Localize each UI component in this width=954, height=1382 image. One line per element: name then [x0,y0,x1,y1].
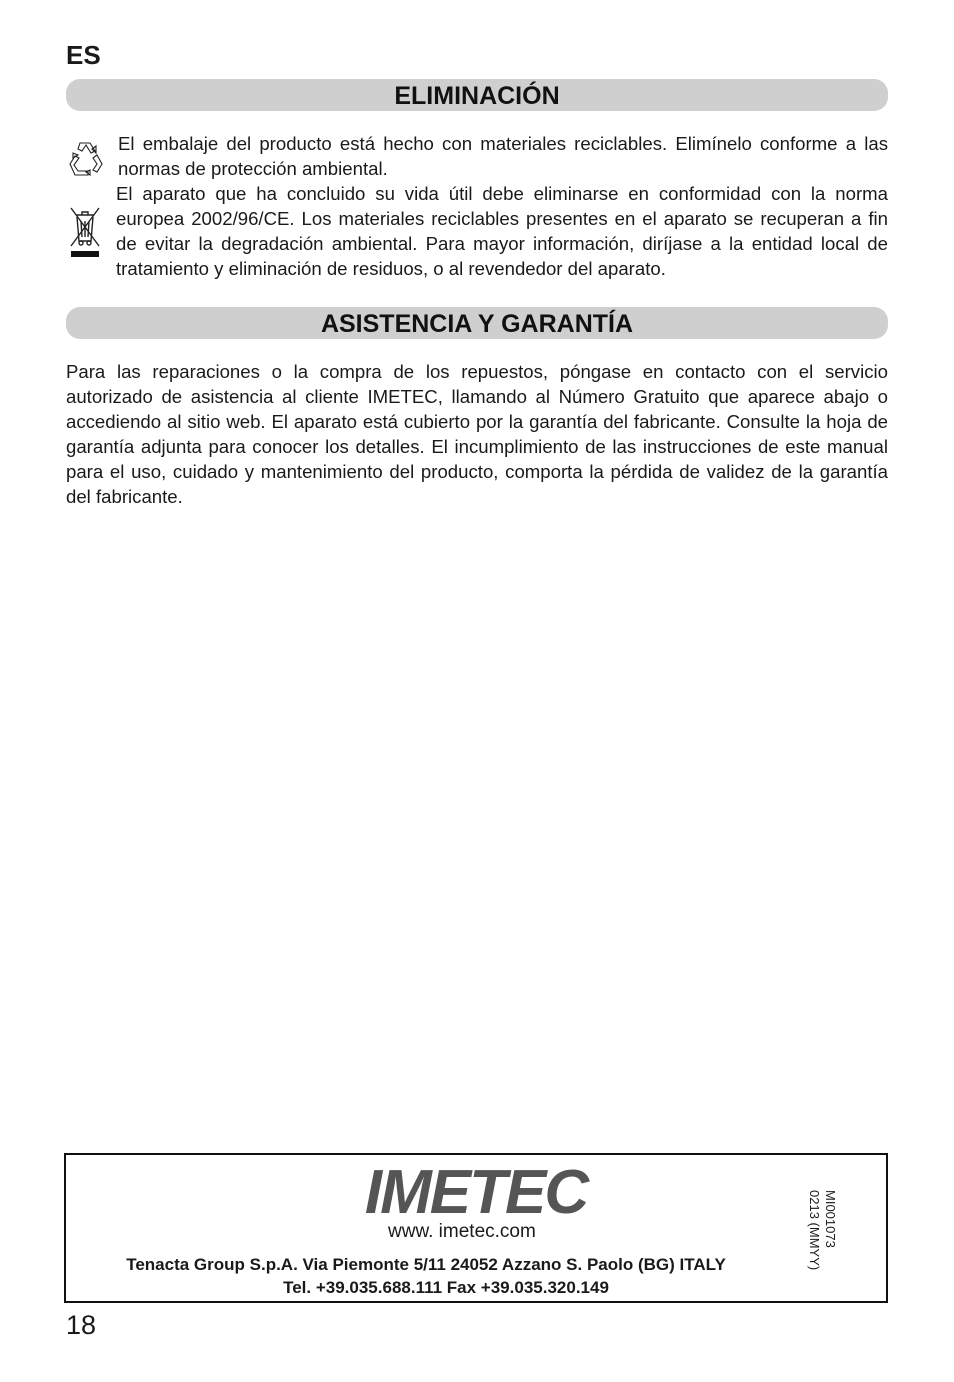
date-code: 0213 (MMYY) [807,1190,822,1271]
section-title-asistencia: ASISTENCIA Y GARANTÍA [66,307,888,339]
document-codes [806,1190,838,1290]
company-contact: Tel. +39.035.688.111 Fax +39.035.320.149 [283,1278,609,1297]
svg-text:IMETEC: IMETEC [364,1163,588,1225]
recycle-icon [64,137,106,179]
company-address: Tenacta Group S.p.A. Via Piemonte 5/11 24052 Azzano S. Paolo (BG) ITALY [126,1255,726,1274]
weee-paragraph: El aparato que ha concluido su vida útil debe eliminarse en conformidad con la norma europea 2002/96/CE. Los materiales reciclables presentes en el aparato se recuperan a fin de evitar la degradación ambiental. Para mayor información, diríjase a la entidad local de tratamiento y eliminación de residuos, o al revendedor del aparato. [116,183,888,279]
website-link[interactable]: www. imetec.com [388,1221,536,1242]
imetec-logo [356,1163,596,1225]
section-title-eliminacion: ELIMINACIÓN [66,79,888,111]
warranty-paragraph: Para las reparaciones o la compra de los repuestos, póngase en contacto con el servicio autorizado de asistencia al cliente IMETEC, llamando al Número Gratuito que aparece abajo o accediendo al sitio web. El aparato está cubierto por la garantía del fabricante. Consulte la hoja de garantía adjunta para conocer los detalles. El incumplimiento de las instrucciones de este manual para el uso, cuidado y mantenimiento del producto, comporta la pérdida de validez de la garantía del fabricante. [66,361,888,507]
footer-box [64,1153,888,1303]
language-tag: ES [66,40,101,70]
page-number: 18 [66,1310,97,1340]
doc-code: MI001073 [823,1190,838,1248]
packaging-paragraph: El embalaje del producto está hecho con materiales reciclables. Elimínelo conforme a las normas de protección ambiental. [118,133,888,179]
weee-crossed-bin-icon [68,205,102,259]
